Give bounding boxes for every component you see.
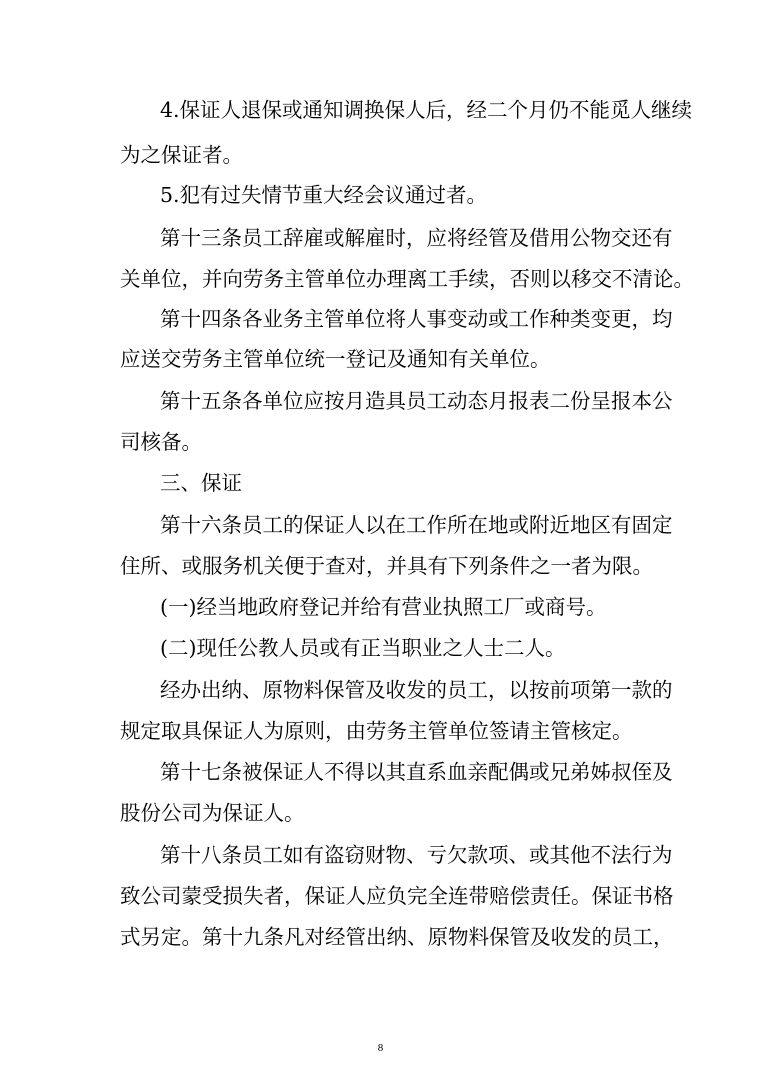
- text-line: 住所、或服务机关便于查对，并具有下列条件之一者为限。: [120, 554, 653, 578]
- text-line: 第十六条员工的保证人以在工作所在地或附近地区有固定: [160, 513, 673, 537]
- page-number: 8: [377, 1042, 384, 1054]
- text-line: 关单位，并向劳务主管单位办理离工手续，否则以移交不清论。: [120, 267, 694, 291]
- text-line: 第十五条各单位应按月造具员工动态月报表二份呈报本公: [160, 389, 673, 413]
- text-line: (二)现任公教人员或有正当职业之人士二人。: [160, 636, 566, 660]
- text-line: 5.犯有过失情节重大经会议通过者。: [160, 183, 488, 207]
- text-line: 司核备。: [120, 430, 202, 454]
- text-line: 第十四条各业务主管单位将人事变动或工作种类变更，均: [160, 307, 673, 331]
- text-line: 第十三条员工辞雇或解雇时，应将经管及借用公物交还有: [160, 226, 673, 250]
- text-line: (一)经当地政府登记并给有营业执照工厂或商号。: [160, 595, 607, 619]
- text-line: 应送交劳务主管单位统一登记及通知有关单位。: [120, 347, 551, 371]
- text-line: 4.保证人退保或通知调换保人后，经二个月仍不能觅人继续: [160, 98, 693, 122]
- text-line: 规定取具保证人为原则，由劳务主管单位签请主管核定。: [120, 719, 633, 743]
- text-line: 为之保证者。: [120, 143, 243, 167]
- text-line: 股份公司为保证人。: [120, 801, 305, 825]
- text-line: 经办出纳、原物料保管及收发的员工，以按前项第一款的: [160, 678, 673, 702]
- section-heading: 三、保证: [160, 471, 242, 495]
- text-line: 致公司蒙受损失者，保证人应负完全连带赔偿责任。保证书格: [120, 884, 674, 908]
- text-line: 式另定。第十九条凡对经管出纳、原物料保管及收发的员工，: [120, 925, 674, 949]
- text-line: 第十七条被保证人不得以其直系血亲配偶或兄弟姊叔侄及: [160, 760, 673, 784]
- text-line: 第十八条员工如有盗窃财物、亏欠款项、或其他不法行为: [160, 843, 673, 867]
